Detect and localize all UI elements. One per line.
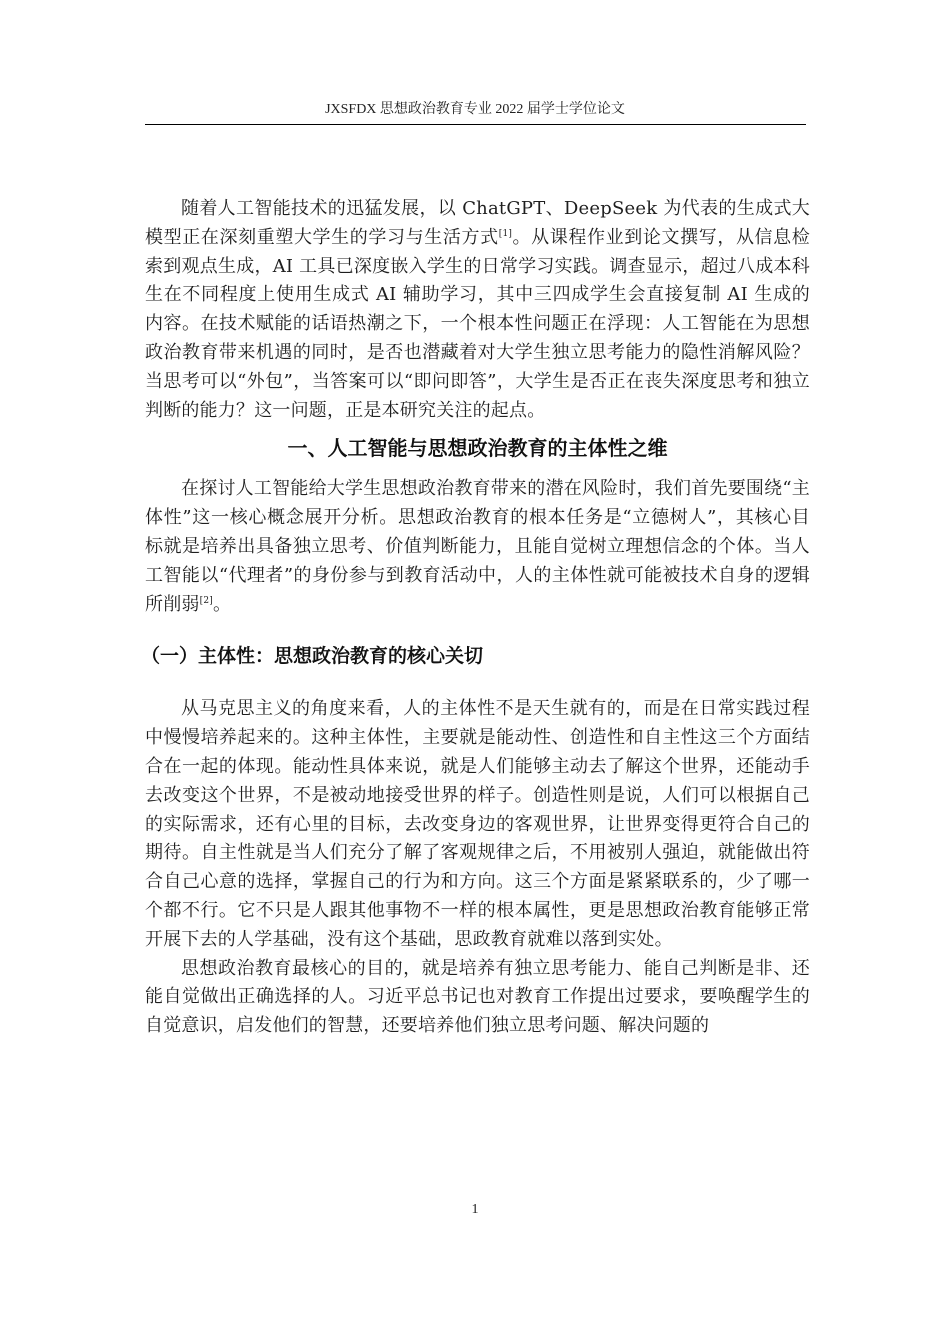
section-heading-1: 一、人工智能与思想政治教育的主体性之维 xyxy=(287,436,668,461)
intro-paragraph xyxy=(145,195,810,425)
section1-paragraph xyxy=(145,475,810,619)
section1-text-b: 。 xyxy=(212,593,232,615)
document-body xyxy=(141,195,810,1041)
page-number: 1 xyxy=(471,1202,479,1217)
subsection-heading-1: （一）主体性：思想政治教育的核心关切 xyxy=(141,645,484,668)
citation-ref-2: [2] xyxy=(199,595,213,606)
citation-ref-1: [1] xyxy=(498,228,513,239)
running-header: JXSFDX 思想政治教育专业 2022 届学士学位论文 xyxy=(325,102,625,117)
header-rule xyxy=(145,124,806,125)
section1-text-a: 在探讨人工智能给大学生思想政治教育带来的潜在风险时，我们首先要围绕“主体性”这一核心概念展开分析。思想政治教育的根本任务是“立德树人”，其核心目标就是培养出具备独立思考、价值判断能力，且能自觉树立理想信念的个体。当人工智能以“代理者”的身份参与到教育活动中，人的主体性就可能被技术自身的逻辑所削弱 xyxy=(145,478,810,615)
intro-text-b: 。从课程作业到论文撰写，从信息检索到观点生成，AI 工具已深度嵌入学生的日常学习实践。调查显示，超过八成本科生在不同程度上使用生成式 AI 辅助学习，其中三四成学生会直接复制 AI 生成的内容。在技术赋能的话语热潮之下，一个根本性问题正在浮现：人工智能在为思想政治教育带来机遇的同时，是否也潜藏着对大学生独立思考能力的隐性消解风险？当思考可以“外包”，当答案可以“即问即答”，大学生是否正在丧失深度思考和独立判断的能力？这一问题，正是本研究关注的起点。 xyxy=(145,226,810,421)
subsection1-paragraph-2: 思想政治教育最核心的目的，就是培养有独立思考能力、能自己判断是非、还能自觉做出正确选择的人。习近平总书记也对教育工作提出过要求，要唤醒学生的自觉意识，启发他们的智慧，还要培养他们独立思考问题、解决问题的 xyxy=(145,957,810,1037)
subsection1-paragraph-1: 从马克思主义的角度来看，人的主体性不是天生就有的，而是在日常实践过程中慢慢培养起来的。这种主体性，主要就是能动性、创造性和自主性这三个方面结合在一起的体现。能动性具体来说，就是人们能够主动去了解这个世界，还能动手去改变这个世界，不是被动地接受世界的样子。创造性则是说，人们可以根据自己的实际需求，还有心里的目标，去改变身边的客观世界，让世界变得更符合自己的期待。自主性就是当人们充分了解了客观规律之后，不用被别人强迫，就能做出符合自己心意的选择，掌握自己的行为和方向。这三个方面是紧紧联系的，少了哪一个都不行。它不只是人跟其他事物不一样的根本属性，更是思想政治教育能够正常开展下去的人学基础，没有这个基础，思政教育就难以落到实处。 xyxy=(145,698,810,950)
intro-text-a: 随着人工智能技术的迅猛发展，以 ChatGPT、DeepSeek 为代表的生成式大模型正在深刻重塑大学生的学习与生活方式 xyxy=(145,198,810,248)
